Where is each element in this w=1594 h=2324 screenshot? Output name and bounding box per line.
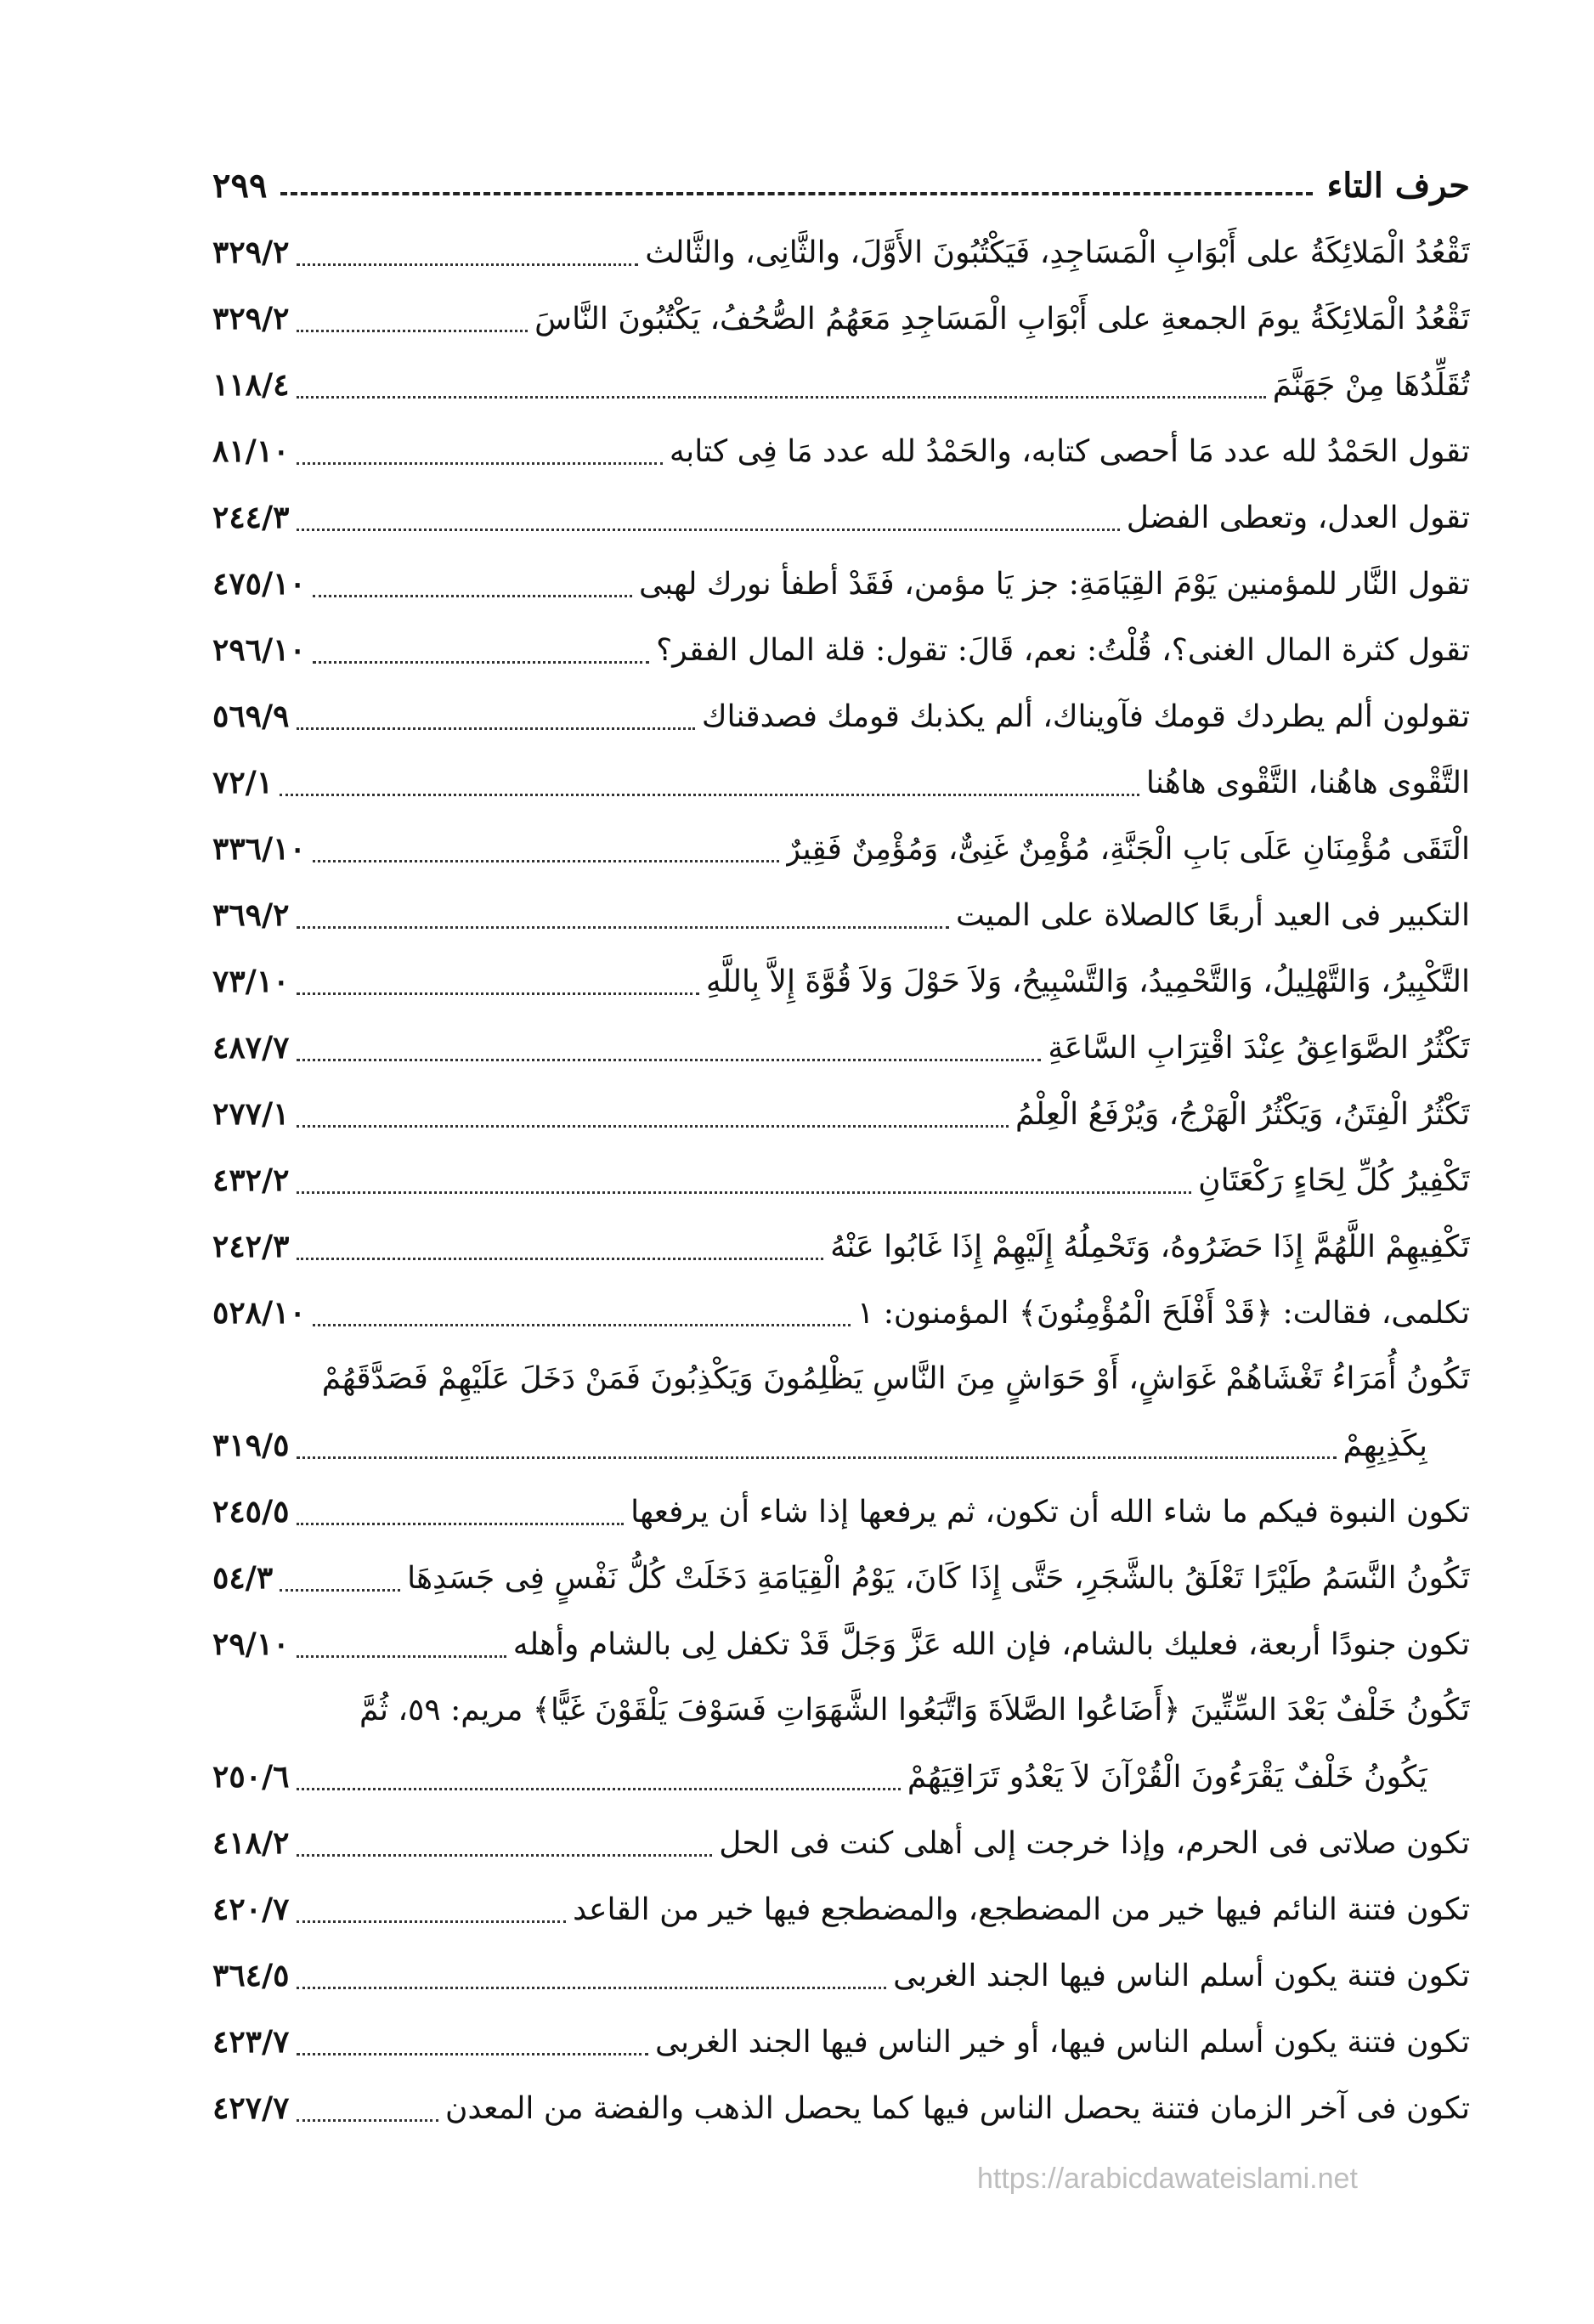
index-entry	[212, 2075, 1470, 2141]
dot-leader	[297, 1854, 713, 1857]
entry-reference: ٢٩/١٠	[212, 1626, 290, 1662]
entry-text: تقول النَّار للمؤمنين يَوْمَ القِيَامَةِ: جز يَا مؤمن، فَقَدْ أطفأ نورك لهبى	[639, 567, 1470, 602]
entry-text: تقول الحَمْدُ لله عدد مَا أحصى كتابه، والحَمْدُ لله عدد مَا فِى كتابه	[669, 434, 1470, 469]
header-rule	[280, 192, 1313, 195]
dot-leader	[297, 992, 699, 995]
index-entry	[212, 1147, 1470, 1213]
entry-reference: ٢٧٧/١	[212, 1096, 290, 1132]
dot-leader	[297, 1258, 824, 1260]
index-entry	[212, 1611, 1470, 1677]
entry-text: تُقَلِّدُهَا مِنْ جَهَنَّمَ	[1272, 368, 1470, 403]
dot-leader	[297, 727, 695, 730]
dot-leader	[313, 661, 649, 664]
entry-reference: ٢٤٥/٥	[212, 1494, 290, 1530]
entry-reference: ٣٣٦/١٠	[212, 831, 306, 867]
dot-leader	[297, 1191, 1192, 1194]
dot-leader	[297, 1655, 506, 1658]
dot-leader	[297, 1788, 901, 1790]
index-entry	[212, 219, 1470, 286]
entry-reference: ٤٣٢/٢	[212, 1162, 290, 1198]
entry-reference: ٤٧٥/١٠	[212, 566, 306, 602]
index-entry	[212, 1942, 1470, 2009]
dot-leader	[280, 794, 1139, 796]
entry-reference: ٣٢٩/٢	[212, 301, 290, 336]
entry-text: تَكْثُرُ الْفِتَنُ، وَيَكْثُرُ الْهَرْجُ، وَيُرْفَعُ الْعِلْمُ	[1015, 1097, 1470, 1132]
entry-text: تَكُونُ خَلْفٌ بَعْدَ السِّتِّينَ ﴿أَضَاعُوا الصَّلاَةَ وَاتَّبَعُوا الشَّهَوَاتِ فَسَوْفَ يَلْقَوْنَ غَيًّا﴾ مريم: ٥٩، ثُمَّ	[359, 1693, 1470, 1727]
dot-leader	[297, 330, 529, 332]
header-title: حرف التاء	[1326, 166, 1470, 206]
entry-reference: ٤٢٣/٧	[212, 2024, 290, 2060]
entry-reference: ٥٢٨/١٠	[212, 1295, 306, 1331]
index-entry	[212, 617, 1470, 683]
entry-reference: ٣٢٩/٢	[212, 235, 290, 270]
dot-leader	[297, 1125, 1009, 1128]
dot-leader	[280, 1589, 400, 1592]
entry-text: تكون فتنة يكون أسلم الناس فيها الجند الغربى	[893, 1959, 1470, 1993]
index-entry	[212, 1810, 1470, 1876]
dot-leader	[297, 263, 639, 266]
entry-text: تقول كثرة المال الغنى؟، قُلْتُ: نعم، قَالَ: تقول: قلة المال الفقر؟	[656, 633, 1470, 668]
index-entry	[212, 2009, 1470, 2075]
entry-reference: ٧٣/١٠	[212, 964, 290, 999]
entry-reference: ٤٢٧/٧	[212, 2090, 290, 2126]
index-entry	[212, 1876, 1470, 1942]
entry-text: تكون صلاتى فى الحرم، وإذا خرجت إلى أهلى كنت فى الحل	[719, 1826, 1470, 1861]
dot-leader	[297, 396, 1266, 399]
dot-leader	[297, 1059, 1042, 1061]
entry-reference: ٢٩٦/١٠	[212, 632, 306, 668]
dot-leader	[297, 2119, 438, 2122]
index-entry	[212, 882, 1470, 948]
dot-leader	[297, 1523, 625, 1525]
entry-text: تكون فتنة يكون أسلم الناس فيها، أو خير الناس فيها الجند الغربى	[655, 2025, 1470, 2060]
index-entry	[212, 484, 1470, 551]
entry-text: تَقْعُدُ الْمَلائِكَةُ يومَ الجمعةِ على أَبْوَابِ الْمَسَاجِدِ مَعَهُمُ الصُّحُفُ، يَكْتُبُونَ النَّاسَ	[534, 302, 1470, 336]
entry-reference: ٣٦٩/٢	[212, 897, 290, 933]
dot-leader	[313, 1324, 851, 1326]
page-header	[212, 153, 1470, 206]
entry-text: تَكُونُ أُمَرَاءُ تَغْشَاهُمْ غَوَاشٍ، أَوْ حَوَاشٍ مِنَ النَّاسِ يَظْلِمُونَ وَيَكْذِبُونَ فَمَنْ دَخَلَ عَلَيْهِمْ فَصَدَّقَهُمْ	[321, 1361, 1470, 1396]
index-entry	[212, 1677, 1470, 1810]
entry-reference: ٧٢/١	[212, 765, 274, 800]
entry-text: التَّكْبِيرُ، وَالتَّهْلِيلُ، وَالتَّحْمِيدُ، وَالتَّسْبِيحُ، وَلاَ حَوْلَ وَلاَ قُوَّةَ إِلاَّ بِاللَّهِ	[705, 964, 1470, 999]
entry-continuation-line	[212, 1412, 1470, 1479]
entry-continuation-text: يَكُونُ خَلْفٌ يَقْرَءُونَ الْقُرْآنَ لاَ يَعْدُو تَرَاقِيَهُمْ	[907, 1760, 1427, 1795]
index-entry	[212, 352, 1470, 418]
index-entry	[212, 683, 1470, 749]
entry-text: التَّقْوى هاهُنا، التَّقْوى هاهُنا	[1145, 766, 1470, 800]
index-entry	[212, 1280, 1470, 1346]
index-entry	[212, 816, 1470, 882]
dot-leader	[297, 1456, 1337, 1459]
index-entry	[212, 749, 1470, 816]
dot-leader	[313, 595, 632, 597]
document-page	[212, 153, 1470, 2226]
entry-text: الْتَقَى مُؤْمِنَانِ عَلَى بَابِ الْجَنَّةِ، مُؤْمِنٌ غَنِىٌّ، وَمُؤْمِنٌ فَقِيرٌ	[785, 832, 1470, 867]
index-entry	[212, 1015, 1470, 1081]
entry-reference: ٤٨٧/٧	[212, 1030, 290, 1066]
index-entry	[212, 1545, 1470, 1611]
entry-reference: ٥٦٩/٩	[212, 698, 290, 734]
entry-text: تكون النبوة فيكم ما شاء الله أن تكون، ثم يرفعها إذا شاء أن يرفعها	[630, 1495, 1470, 1530]
entry-text: تَقْعُدُ الْمَلائِكَةُ على أَبْوَابِ الْمَسَاجِدِ، فَيَكْتُبُونَ الأَوَّلَ، والثَّانِى، والثَّالث	[645, 235, 1470, 270]
entry-text: تَكْثُرُ الصَّوَاعِقُ عِنْدَ اقْتِرَابِ السَّاعَةِ	[1048, 1031, 1470, 1066]
index-entry	[212, 551, 1470, 617]
entry-reference: ٤٢٠/٧	[212, 1891, 290, 1927]
dot-leader	[297, 2053, 649, 2055]
entry-continuation-line	[212, 1744, 1470, 1810]
dot-leader	[297, 1987, 887, 1989]
entry-text: تقول العدل، وتعطى الفضل	[1126, 500, 1470, 535]
index-entry	[212, 1081, 1470, 1147]
entry-continuation-text: بِكَذِبِهِمْ	[1342, 1428, 1427, 1463]
entry-text: تكون فتنة النائم فيها خير من المضطجع، والمضطجع فيها خير من القاعد	[573, 1892, 1470, 1927]
index-entry	[212, 1213, 1470, 1280]
entry-reference: ٢٤٤/٣	[212, 500, 290, 535]
entry-reference: ٢٤٢/٣	[212, 1229, 290, 1264]
entry-text: تَكْفِيهِمْ اللَّهُمَّ إِذَا حَضَرُوهُ، وَتَحْمِلُهُ إِلَيْهِمْ إِذَا غَابُوا عَنْهُ	[830, 1230, 1470, 1264]
dot-leader	[297, 529, 1120, 531]
entry-reference: ١١٨/٤	[212, 367, 290, 403]
dot-leader	[297, 1920, 567, 1923]
entry-reference: ٣١٩/٥	[212, 1428, 290, 1463]
entry-reference: ٨١/١٠	[212, 433, 290, 469]
index-entries	[212, 219, 1470, 2141]
index-entry	[212, 1346, 1470, 1479]
entry-text: تكون فى آخر الزمان فتنة يحصل الناس فيها كما يحصل الذهب والفضة من المعدن	[444, 2091, 1470, 2126]
page-number: ٢٩٩	[212, 166, 268, 206]
entry-text: تَكُونُ النَّسَمُ طَيْرًا تَعْلَقُ بالشَّجَرِ، حَتَّى إِذَا كَانَ، يَوْمُ الْقِيَامَةِ دَخَلَتْ كُلُّ نَفْسٍ فِى جَسَدِهَا	[407, 1561, 1470, 1596]
index-entry	[212, 418, 1470, 484]
entry-text: تكلمى، فقالت: ﴿قَدْ أَفْلَحَ الْمُؤْمِنُونَ﴾ المؤمنون: ١	[856, 1296, 1470, 1331]
entry-text: تكون جنودًا أربعة، فعليك بالشام، فإن الله عَزَّ وَجَلَّ قَدْ تكفل لِى بالشام وأهله	[512, 1627, 1470, 1662]
entry-reference: ٣٦٤/٥	[212, 1958, 290, 1993]
entry-reference: ٥٤/٣	[212, 1560, 274, 1596]
watermark-url: https://arabicdawateislami.net	[977, 2163, 1358, 2195]
dot-leader	[313, 860, 779, 862]
dot-leader	[297, 926, 949, 929]
index-entry	[212, 286, 1470, 352]
entry-reference: ٢٥٠/٦	[212, 1759, 290, 1795]
index-entry	[212, 1479, 1470, 1545]
entry-text: تقولون ألم يطردك قومك فآويناك، ألم يكذبك قومك فصدقناك	[701, 699, 1470, 734]
entry-reference: ٤١٨/٢	[212, 1825, 290, 1861]
entry-text: تَكْفِيرُ كُلِّ لِحَاءٍ رَكْعَتَانِ	[1198, 1163, 1470, 1198]
dot-leader	[297, 462, 663, 465]
index-entry	[212, 948, 1470, 1015]
entry-text: التكبير فى العيد أربعًا كالصلاة على الميت	[955, 898, 1470, 933]
